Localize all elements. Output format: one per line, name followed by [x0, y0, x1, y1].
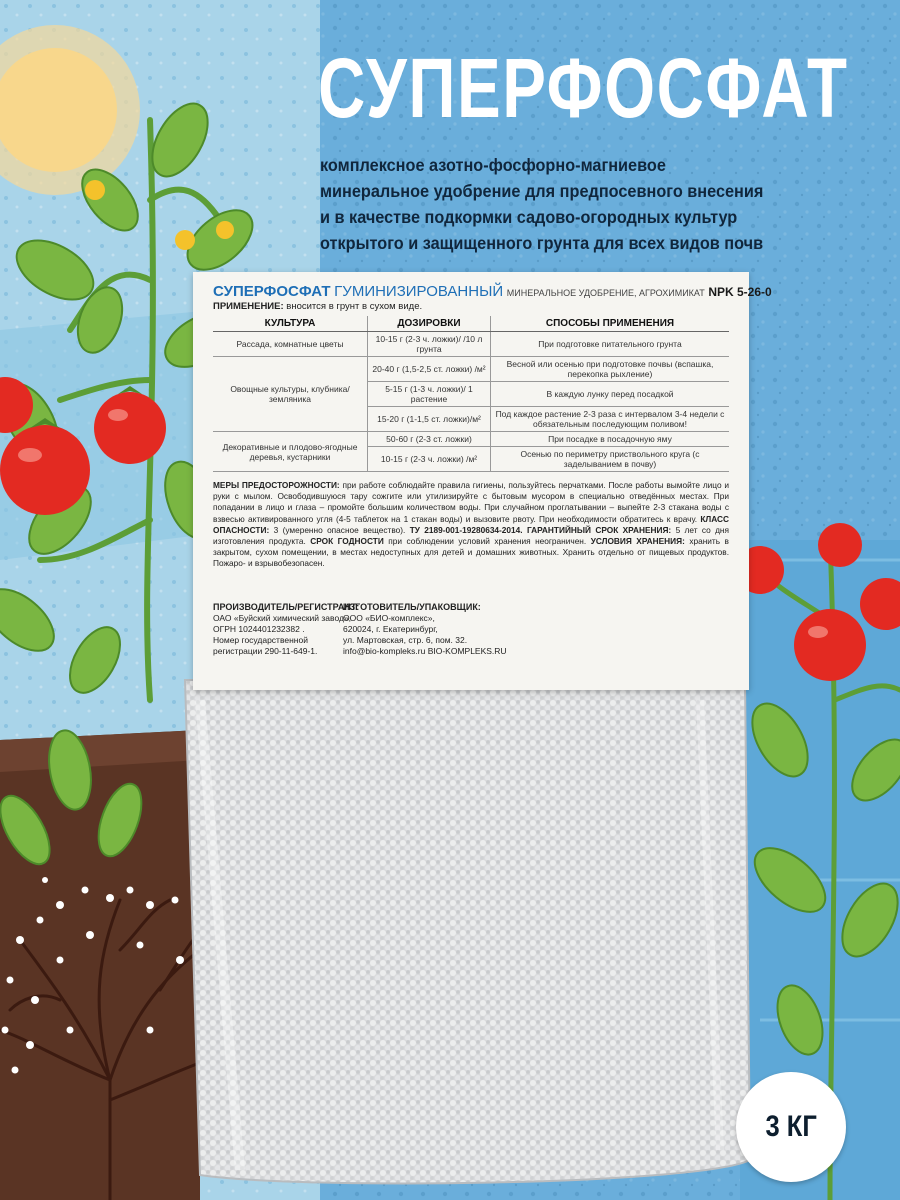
description-line: комплексное азотно-фосфорно-магниевое	[320, 155, 666, 175]
packer-line: 620024, г. Екатеринбург,	[343, 624, 438, 634]
culture-cell: Овощные культуры, клубника/земляника	[213, 357, 368, 432]
table-row	[213, 357, 729, 382]
table-row	[213, 432, 729, 447]
method-cell: При подготовке питательного грунта	[491, 332, 730, 357]
warranty-text: 5 лет со дня изготовления продукта.	[213, 524, 730, 547]
description-line: минеральное удобрение для предпосевного внесения	[320, 181, 764, 201]
hazard-class-text: 3 (умеренно опасное вещество).	[273, 524, 406, 535]
method-cell: Весной или осенью при подготовке почвы (вспашка, перекопка рыхление)	[491, 357, 730, 382]
dose-cell: 20-40 г (1,5-2,5 ст. ложки) /м²	[368, 357, 491, 382]
warranty-title: ГАРАНТИЙНЫЙ СРОК ХРАНЕНИЯ:	[526, 524, 672, 535]
table-row	[213, 332, 729, 357]
table-header: КУЛЬТУРА	[213, 316, 368, 332]
packer-line: ООО «БИО-комплекс»,	[343, 613, 435, 623]
first-aid-body: При попадании в лицо и глаза – промойте большим количеством воды. При случайном проглатывании – выпейте 2-3 стакана воды с взвесью активированного угля (4-5 таблеток на 1 стакан воды) и вызовите рвоту. При необходимости обратитесь к врачу.	[213, 491, 730, 524]
culture-cell: Декоративные и плодово-ягодные деревья, кустарники	[213, 432, 368, 472]
storage-title: УСЛОВИЯ ХРАНЕНИЯ:	[590, 536, 685, 547]
storage-text: хранить в закрытом, сухом помещении, в местах недоступных для детей и домашних животных. Хранить отдельно от пищевых продуктов. Пожаро- и взрывобезопасен.	[213, 536, 729, 569]
description-line: открытого и защищенного грунта для всех видов почв	[320, 233, 764, 253]
dose-cell: 5-15 г (1-3 ч. ложки)/ 1 растение	[368, 382, 491, 407]
label-usage	[213, 301, 729, 313]
tu-code: ТУ 2189-001-19280634-2014.	[409, 524, 523, 535]
table-header: ДОЗИРОВКИ	[368, 316, 491, 332]
producer-line: Номер государственной	[213, 635, 308, 645]
precautions-title: МЕРЫ ПРЕДОСТОРОЖНОСТИ:	[213, 480, 340, 490]
label-npk: NPK 5-26-0	[708, 285, 772, 299]
shelf-life-text: при соблюдении условий хранения неограничен.	[388, 536, 587, 547]
producer-block	[213, 602, 359, 657]
producer-line: регистрации 290-11-649-1.	[213, 646, 318, 656]
dose-cell: 10-15 г (2-3 ч. ложки)/ /10 л грунта	[368, 332, 491, 357]
label-header	[213, 283, 772, 301]
granule-bag-icon	[185, 680, 750, 1183]
dose-cell: 15-20 г (1-1,5 ст. ложки)/м²	[368, 407, 491, 432]
precautions-body: при работе соблюдайте правила гигиены, пользуйтесь перчатками. После работы вымойте лицо и руки с мылом. Освободившуюся тару сожгите или утилизируйте с бытовым мусором в специально отведённых местах.	[213, 480, 729, 502]
packer-title: ИЗГОТОВИТЕЛЬ/УПАКОВЩИК:	[343, 602, 481, 612]
method-cell: При посадке в посадочную яму	[491, 432, 730, 447]
packer-line: ул. Мартовская, стр. 6, пом. 32.	[343, 635, 468, 645]
product-description	[320, 152, 841, 256]
dose-cell: 10-15 г (2-3 ч. ложки) /м²	[368, 447, 491, 472]
product-label	[193, 272, 772, 690]
label-variant: ГУМИНИЗИРОВАННЫЙ	[334, 283, 504, 300]
label-brand: СУПЕРФОСФАТ	[213, 283, 331, 300]
table-header: СПОСОБЫ ПРИМЕНЕНИЯ	[491, 316, 730, 332]
producer-line: ОГРН 1024401232382 .	[213, 624, 305, 634]
description-line: и в качестве подкормки садово-огородных культур	[320, 207, 738, 227]
packer-line: info@bio-kompleks.ru BIO-KOMPLEKS.RU	[343, 646, 507, 656]
dose-cell: 50-60 г (2-3 ст. ложки)	[368, 432, 491, 447]
producer-title: ПРОИЗВОДИТЕЛЬ/РЕГИСТРАНТ:	[213, 602, 360, 612]
weight-badge	[736, 1072, 846, 1182]
dosage-table	[213, 316, 729, 472]
page-title: СУПЕРФОСФАТ	[318, 41, 849, 135]
method-cell: Осенью по периметру приствольного круга (с заделыванием в почву)	[491, 447, 730, 472]
weight-text: 3 КГ	[765, 1110, 817, 1143]
method-cell: В каждую лунку перед посадкой	[491, 382, 730, 407]
packer-block	[343, 602, 507, 657]
precautions-text	[213, 480, 729, 570]
usage-title: ПРИМЕНЕНИЕ:	[213, 301, 284, 312]
hazard-class-title: КЛАСС ОПАСНОСТИ:	[213, 513, 730, 535]
producer-line: ОАО «Буйский химический завод»,	[213, 613, 352, 623]
shelf-life-title: СРОК ГОДНОСТИ	[310, 536, 384, 547]
label-kind: МИНЕРАЛЬНОЕ УДОБРЕНИЕ, АГРОХИМИКАТ	[506, 288, 705, 298]
culture-cell: Рассада, комнатные цветы	[213, 332, 368, 357]
method-cell: Под каждое растение 2-3 раза с интервалом 3-4 недели с обязательным последующим поливом!	[491, 407, 730, 432]
usage-text: вносится в грунт в сухом виде.	[286, 301, 423, 312]
